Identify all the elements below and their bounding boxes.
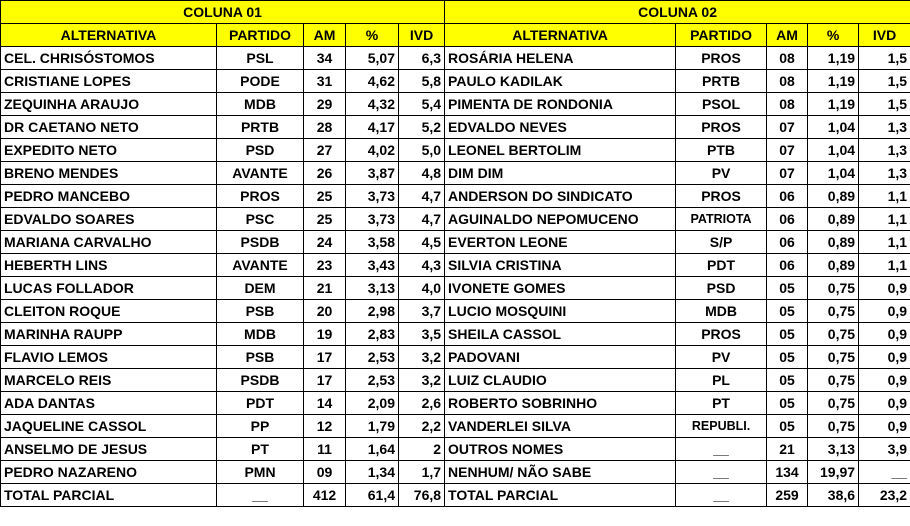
right-ivd-value: 0,9 <box>859 415 910 438</box>
header-ivd-right: IVD <box>859 24 910 47</box>
left-candidate-name: JAQUELINE CASSOL <box>1 415 217 438</box>
left-percent-value: 3,87 <box>346 162 399 185</box>
right-party: PV <box>676 162 767 185</box>
right-party: PROS <box>676 323 767 346</box>
left-percent-value: 2,53 <box>346 346 399 369</box>
right-am-value: 134 <box>767 461 808 484</box>
left-percent-value: 61,4 <box>346 484 399 507</box>
right-am-value: 07 <box>767 139 808 162</box>
left-percent-value: 3,43 <box>346 254 399 277</box>
left-am-value: 14 <box>304 392 346 415</box>
left-ivd-value: 2,2 <box>399 415 445 438</box>
right-percent-value: 0,75 <box>808 323 859 346</box>
left-percent-value: 4,02 <box>346 139 399 162</box>
right-party: S/P <box>676 231 767 254</box>
right-am-value: 05 <box>767 392 808 415</box>
right-percent-value: 1,19 <box>808 93 859 116</box>
left-candidate-name: CEL. CHRISÓSTOMOS <box>1 47 217 70</box>
left-ivd-value: 3,2 <box>399 346 445 369</box>
left-am-value: 25 <box>304 185 346 208</box>
left-party: MDB <box>217 323 304 346</box>
right-candidate-name: OUTROS NOMES <box>445 438 676 461</box>
right-ivd-value: 1,1 <box>859 254 910 277</box>
right-am-value: 07 <box>767 162 808 185</box>
right-party: MDB <box>676 300 767 323</box>
right-ivd-value: 1,1 <box>859 208 910 231</box>
right-candidate-name: DIM DIM <box>445 162 676 185</box>
left-percent-value: 4,62 <box>346 70 399 93</box>
left-party: MDB <box>217 93 304 116</box>
right-am-value: 06 <box>767 254 808 277</box>
right-party: __ <box>676 484 767 507</box>
right-am-value: 06 <box>767 208 808 231</box>
right-percent-value: 0,75 <box>808 346 859 369</box>
left-am-value: 17 <box>304 346 346 369</box>
left-party: PSB <box>217 346 304 369</box>
table-row <box>1 277 910 300</box>
right-party: PSOL <box>676 93 767 116</box>
right-ivd-value: 0,9 <box>859 323 910 346</box>
right-party: __ <box>676 461 767 484</box>
header-alternativa-right: ALTERNATIVA <box>445 24 676 47</box>
header-partido-right: PARTIDO <box>676 24 767 47</box>
right-party: __ <box>676 438 767 461</box>
left-percent-value: 4,17 <box>346 116 399 139</box>
right-percent-value: 0,75 <box>808 300 859 323</box>
right-percent-value: 0,89 <box>808 231 859 254</box>
left-ivd-value: 1,7 <box>399 461 445 484</box>
left-candidate-name: MARIANA CARVALHO <box>1 231 217 254</box>
left-party: PRTB <box>217 116 304 139</box>
table-row <box>1 185 910 208</box>
right-candidate-name: PADOVANI <box>445 346 676 369</box>
right-party: PRTB <box>676 70 767 93</box>
left-percent-value: 1,64 <box>346 438 399 461</box>
left-am-value: 20 <box>304 300 346 323</box>
left-ivd-value: 4,7 <box>399 208 445 231</box>
left-ivd-value: 5,8 <box>399 70 445 93</box>
right-percent-value: 1,19 <box>808 47 859 70</box>
left-party: PMN <box>217 461 304 484</box>
left-percent-value: 1,79 <box>346 415 399 438</box>
right-am-value: 05 <box>767 300 808 323</box>
right-ivd-value: 0,9 <box>859 346 910 369</box>
left-candidate-name: DR CAETANO NETO <box>1 116 217 139</box>
table-row <box>1 47 910 70</box>
left-percent-value: 3,58 <box>346 231 399 254</box>
left-ivd-value: 2 <box>399 438 445 461</box>
right-percent-value: 1,04 <box>808 116 859 139</box>
right-am-value: 05 <box>767 415 808 438</box>
right-percent-value: 1,19 <box>808 70 859 93</box>
left-ivd-value: 4,8 <box>399 162 445 185</box>
left-party: __ <box>217 484 304 507</box>
right-candidate-name: ROSÁRIA HELENA <box>445 47 676 70</box>
left-party: DEM <box>217 277 304 300</box>
right-party: PSD <box>676 277 767 300</box>
right-party: PV <box>676 346 767 369</box>
left-candidate-name: ZEQUINHA ARAUJO <box>1 93 217 116</box>
left-candidate-name: PEDRO NAZARENO <box>1 461 217 484</box>
table-row <box>1 139 910 162</box>
left-percent-value: 3,73 <box>346 185 399 208</box>
right-party: PROS <box>676 185 767 208</box>
right-party: PROS <box>676 47 767 70</box>
table-row <box>1 70 910 93</box>
table-row <box>1 300 910 323</box>
right-ivd-value: 1,1 <box>859 185 910 208</box>
left-ivd-value: 4,0 <box>399 277 445 300</box>
right-am-value: 05 <box>767 346 808 369</box>
right-candidate-name: PAULO KADILAK <box>445 70 676 93</box>
right-ivd-value: 1,1 <box>859 231 910 254</box>
right-am-value: 21 <box>767 438 808 461</box>
right-candidate-name: EVERTON LEONE <box>445 231 676 254</box>
left-percent-value: 2,53 <box>346 369 399 392</box>
left-candidate-name: ADA DANTAS <box>1 392 217 415</box>
left-am-value: 34 <box>304 47 346 70</box>
right-ivd-value: 1,3 <box>859 139 910 162</box>
right-candidate-name: ANDERSON DO SINDICATO <box>445 185 676 208</box>
left-ivd-value: 3,2 <box>399 369 445 392</box>
header-alternativa-left: ALTERNATIVA <box>1 24 217 47</box>
right-am-value: 08 <box>767 47 808 70</box>
right-percent-value: 1,04 <box>808 139 859 162</box>
left-am-value: 28 <box>304 116 346 139</box>
right-candidate-name: AGUINALDO NEPOMUCENO <box>445 208 676 231</box>
left-am-value: 11 <box>304 438 346 461</box>
right-percent-value: 0,89 <box>808 208 859 231</box>
left-am-value: 12 <box>304 415 346 438</box>
left-am-value: 09 <box>304 461 346 484</box>
right-am-value: 05 <box>767 277 808 300</box>
table-row <box>1 254 910 277</box>
left-ivd-value: 2,6 <box>399 392 445 415</box>
left-am-value: 19 <box>304 323 346 346</box>
header-am-right: AM <box>767 24 808 47</box>
table-row <box>1 116 910 139</box>
right-ivd-value: 0,9 <box>859 369 910 392</box>
right-party: PT <box>676 392 767 415</box>
left-am-value: 23 <box>304 254 346 277</box>
left-party: PDT <box>217 392 304 415</box>
left-candidate-name: ANSELMO DE JESUS <box>1 438 217 461</box>
header-ivd-left: IVD <box>399 24 445 47</box>
left-party: PSC <box>217 208 304 231</box>
right-percent-value: 0,89 <box>808 185 859 208</box>
right-percent-value: 19,97 <box>808 461 859 484</box>
left-ivd-value: 5,2 <box>399 116 445 139</box>
left-am-value: 17 <box>304 369 346 392</box>
left-candidate-name: CRISTIANE LOPES <box>1 70 217 93</box>
header-percent-left: % <box>346 24 399 47</box>
table-row <box>1 392 910 415</box>
right-percent-value: 0,75 <box>808 392 859 415</box>
right-am-value: 06 <box>767 231 808 254</box>
right-ivd-value: 0,9 <box>859 392 910 415</box>
left-party: AVANTE <box>217 254 304 277</box>
right-candidate-name: TOTAL PARCIAL <box>445 484 676 507</box>
left-ivd-value: 76,8 <box>399 484 445 507</box>
left-ivd-value: 5,4 <box>399 93 445 116</box>
right-am-value: 08 <box>767 93 808 116</box>
left-percent-value: 5,07 <box>346 47 399 70</box>
left-candidate-name: HEBERTH LINS <box>1 254 217 277</box>
left-ivd-value: 3,7 <box>399 300 445 323</box>
table-row <box>1 484 910 507</box>
right-percent-value: 0,75 <box>808 277 859 300</box>
right-percent-value: 0,75 <box>808 415 859 438</box>
right-ivd-value: __ <box>859 461 910 484</box>
right-ivd-value: 1,3 <box>859 116 910 139</box>
right-ivd-value: 23,2 <box>859 484 910 507</box>
left-am-value: 31 <box>304 70 346 93</box>
left-party: PSDB <box>217 231 304 254</box>
right-ivd-value: 1,3 <box>859 162 910 185</box>
right-party: REPUBLI. <box>676 415 767 438</box>
right-candidate-name: LEONEL BERTOLIM <box>445 139 676 162</box>
left-percent-value: 2,98 <box>346 300 399 323</box>
column-02-title: COLUNA 02 <box>445 1 910 24</box>
table-row <box>1 461 910 484</box>
right-party: PROS <box>676 116 767 139</box>
left-candidate-name: EDVALDO SOARES <box>1 208 217 231</box>
right-am-value: 07 <box>767 116 808 139</box>
right-ivd-value: 1,5 <box>859 70 910 93</box>
left-ivd-value: 4,3 <box>399 254 445 277</box>
left-percent-value: 3,13 <box>346 277 399 300</box>
right-percent-value: 0,89 <box>808 254 859 277</box>
right-ivd-value: 1,5 <box>859 93 910 116</box>
right-percent-value: 38,6 <box>808 484 859 507</box>
right-am-value: 05 <box>767 369 808 392</box>
left-candidate-name: PEDRO MANCEBO <box>1 185 217 208</box>
table-row <box>1 369 910 392</box>
right-ivd-value: 0,9 <box>859 300 910 323</box>
left-party: PROS <box>217 185 304 208</box>
left-am-value: 24 <box>304 231 346 254</box>
header-row <box>1 24 910 47</box>
right-am-value: 259 <box>767 484 808 507</box>
right-candidate-name: ROBERTO SOBRINHO <box>445 392 676 415</box>
right-percent-value: 3,13 <box>808 438 859 461</box>
left-am-value: 25 <box>304 208 346 231</box>
left-percent-value: 3,73 <box>346 208 399 231</box>
right-candidate-name: SHEILA CASSOL <box>445 323 676 346</box>
left-ivd-value: 5,0 <box>399 139 445 162</box>
left-ivd-value: 3,5 <box>399 323 445 346</box>
header-partido-left: PARTIDO <box>217 24 304 47</box>
table-row <box>1 93 910 116</box>
left-ivd-value: 4,5 <box>399 231 445 254</box>
right-ivd-value: 0,9 <box>859 277 910 300</box>
right-candidate-name: EDVALDO NEVES <box>445 116 676 139</box>
table-row <box>1 346 910 369</box>
left-percent-value: 2,09 <box>346 392 399 415</box>
left-am-value: 26 <box>304 162 346 185</box>
table-body <box>1 47 910 507</box>
left-ivd-value: 4,7 <box>399 185 445 208</box>
right-ivd-value: 3,9 <box>859 438 910 461</box>
left-party: PP <box>217 415 304 438</box>
left-candidate-name: CLEITON ROQUE <box>1 300 217 323</box>
left-am-value: 27 <box>304 139 346 162</box>
column-01-title: COLUNA 01 <box>1 1 445 24</box>
table-row <box>1 162 910 185</box>
right-candidate-name: IVONETE GOMES <box>445 277 676 300</box>
right-candidate-name: NENHUM/ NÃO SABE <box>445 461 676 484</box>
left-candidate-name: FLAVIO LEMOS <box>1 346 217 369</box>
right-candidate-name: PIMENTA DE RONDONIA <box>445 93 676 116</box>
right-candidate-name: LUIZ CLAUDIO <box>445 369 676 392</box>
right-party: PATRIOTA <box>676 208 767 231</box>
left-candidate-name: EXPEDITO NETO <box>1 139 217 162</box>
left-party: PODE <box>217 70 304 93</box>
right-am-value: 05 <box>767 323 808 346</box>
left-candidate-name: MARINHA RAUPP <box>1 323 217 346</box>
right-am-value: 08 <box>767 70 808 93</box>
left-party: PSD <box>217 139 304 162</box>
right-am-value: 06 <box>767 185 808 208</box>
right-party: PL <box>676 369 767 392</box>
right-ivd-value: 1,5 <box>859 47 910 70</box>
table-row <box>1 231 910 254</box>
left-am-value: 412 <box>304 484 346 507</box>
table-row <box>1 438 910 461</box>
right-candidate-name: LUCIO MOSQUINI <box>445 300 676 323</box>
left-party: PSB <box>217 300 304 323</box>
left-candidate-name: TOTAL PARCIAL <box>1 484 217 507</box>
left-ivd-value: 6,3 <box>399 47 445 70</box>
header-percent-right: % <box>808 24 859 47</box>
right-candidate-name: SILVIA CRISTINA <box>445 254 676 277</box>
left-am-value: 21 <box>304 277 346 300</box>
header-am-left: AM <box>304 24 346 47</box>
right-party: PTB <box>676 139 767 162</box>
left-candidate-name: LUCAS FOLLADOR <box>1 277 217 300</box>
column-title-row <box>1 1 910 24</box>
right-percent-value: 0,75 <box>808 369 859 392</box>
left-candidate-name: BRENO MENDES <box>1 162 217 185</box>
left-am-value: 29 <box>304 93 346 116</box>
table-row <box>1 323 910 346</box>
table-row <box>1 208 910 231</box>
left-party: PT <box>217 438 304 461</box>
table-row <box>1 415 910 438</box>
right-party: PDT <box>676 254 767 277</box>
left-party: PSL <box>217 47 304 70</box>
left-party: AVANTE <box>217 162 304 185</box>
left-percent-value: 4,32 <box>346 93 399 116</box>
left-party: PSDB <box>217 369 304 392</box>
left-percent-value: 2,83 <box>346 323 399 346</box>
right-candidate-name: VANDERLEI SILVA <box>445 415 676 438</box>
left-percent-value: 1,34 <box>346 461 399 484</box>
right-percent-value: 1,04 <box>808 162 859 185</box>
left-candidate-name: MARCELO REIS <box>1 369 217 392</box>
